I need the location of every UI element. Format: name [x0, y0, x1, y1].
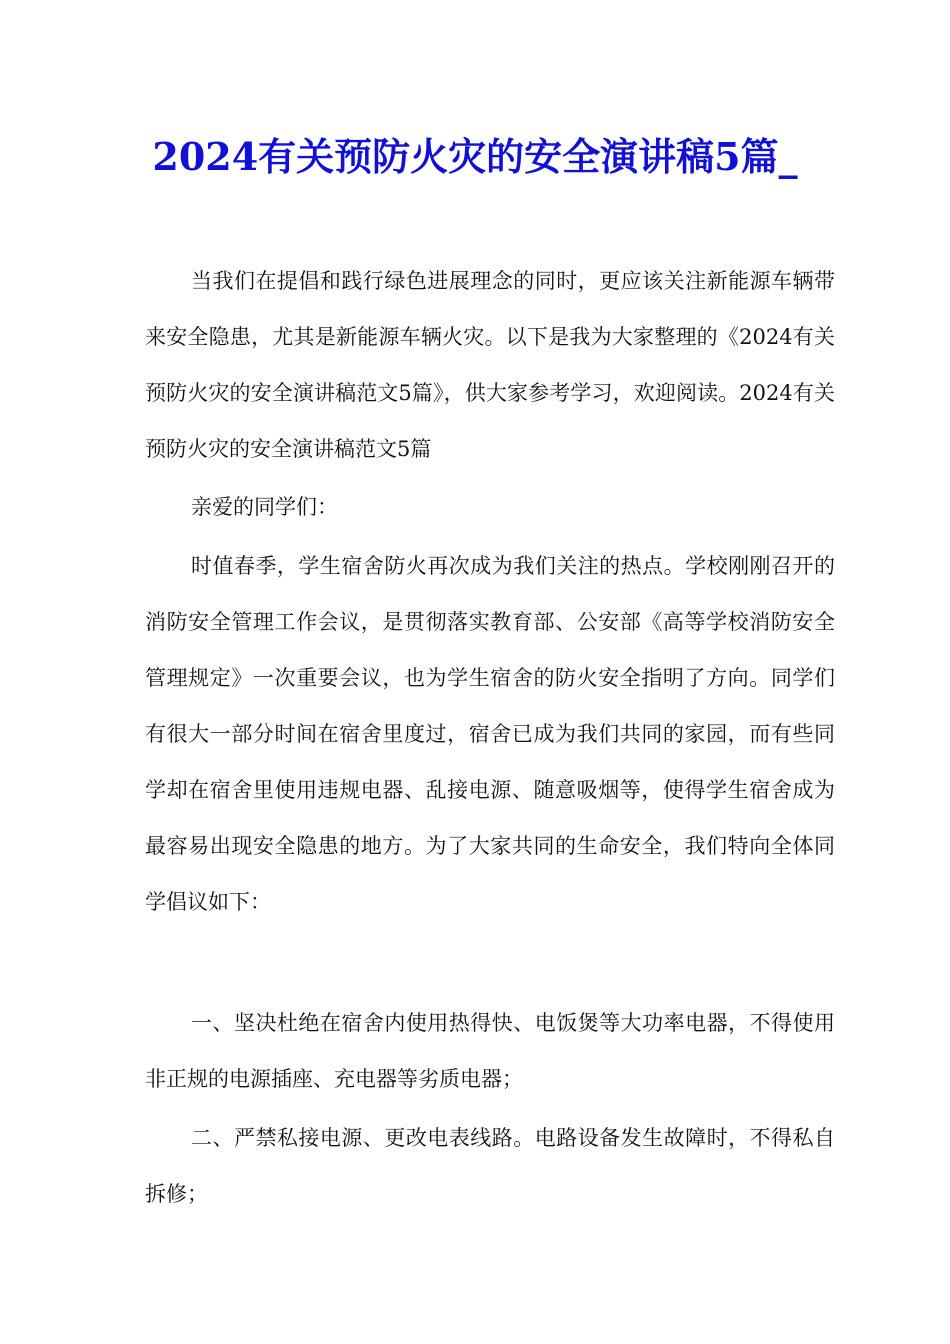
document-title: 2024有关预防火灾的安全演讲稿5篇_	[152, 134, 798, 179]
body-paragraph: 时值春季，学生宿舍防火再次成为我们关注的热点。学校刚刚召开的消防安全管理工作会议，是贯彻落实教育部、公安部《高等学校消防安全管理规定》一次重要会议，也为学生宿舍的防火安全指明了方向。同学们有很大一部分时间在宿舍里度过，宿舍已成为我们共同的家园，而有些同学却在宿舍里使用违规电器、乱接电源、随意吸烟等，使得学生宿舍成为最容易出现安全隐患的地方。为了大家共同的生命安全，我们特向全体同学倡议如下：	[145, 554, 835, 914]
intro-paragraph: 当我们在提倡和践行绿色进展理念的同时，更应该关注新能源车辆带来安全隐患，尤其是新能源车辆火灾。以下是我为大家整理的《2024有关预防火灾的安全演讲稿范文5篇》，供大家参考学习，欢迎阅读。2024有关预防火灾的安全演讲稿范文5篇	[145, 269, 835, 461]
proposal-item-1: 一、坚决杜绝在宿舍内使用热得快、电饭煲等大功率电器，不得使用非正规的电源插座、充电器等劣质电器；	[145, 1011, 835, 1091]
proposal-item-2: 二、严禁私接电源、更改电表线路。电路设备发生故障时，不得私自拆修；	[145, 1126, 835, 1206]
salutation-paragraph: 亲爱的同学们：	[191, 495, 338, 519]
